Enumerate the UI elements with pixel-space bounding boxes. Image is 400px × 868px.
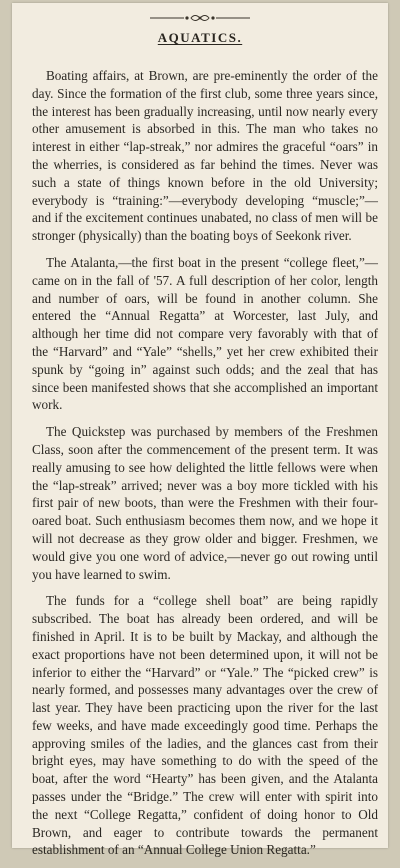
decorative-rule-ornament [12,10,388,26]
paragraph-quickstep: The Quickstep was purchased by members of the Freshmen Class, soon after the commencement of the present term. It was really amusing to see how delighted the little fellows were when the “lap-streak” arrived; never was a boy more tickled with his first pair of new boots, than were the Freshmen with their four-oared boat. Such enthusiasm becomes them now, and we hope it will not decrease as they grow older and bigger. Freshmen, we would give you one word of advice,—never go out rowing until you have learned to swim. [32,424,378,582]
paragraph-shell-boat-funds: The funds for a “college shell boat” are being rapidly subscribed. The boat has already been ordered, and will be finished in April. It is to be built by Mackay, and although the exact proportions have not been determined upon, it will not be inferior to either the “Harvard” or “Yale.” The “picked crew” is nearly formed, and possesses many advantages over the crew of last year. They have been practicing upon the river for the last few weeks, and have made exceedingly good time. Perhaps the approving smiles of the ladies, and the glances cast from their bright eyes, may have something to do with the speed of the boat, after the word “Hearty” has been given, and the Atalanta passes under the “Bridge.” The crew will enter with spirit into the next “College Regatta,” confident of doing honor to Old Brown, and eager to contribute towards the permanent establishment of an “Annual College Union Regatta.” [32,593,378,858]
newspaper-clipping [12,3,388,858]
article-body [32,67,378,868]
paragraph-boating-affairs: Boating affairs, at Brown, are pre-eminently the order of the day. Since the formation of the first club, some three years since, the interest has been gradually increasing, until now nearly every other amusement is absorbed in this. The man who takes no interest in either “lap-streak,” nor admires the graceful “oars” in the wherries, is considered as far behind the times. Never was such a state of things known before in the old University; everybody is “training:”—everybody developing “muscle;”—and if the excitement continues unabated, no class of men will be stronger (physically) than the boating boys of Seekonk river. [32,68,378,244]
ornament-icon [150,12,250,24]
article-title: AQUATICS. [157,30,243,45]
paragraph-atalanta: The Atalanta,—the first boat in the present “college fleet,”—came on in the fall of '57. A full description of her color, length and number of oars, will be found in another column. She entered the “Annual Regatta” at Worcester, last July, and although her time did not compare very favorably with that of the “Harvard” and “Yale” “shells,” yet her crew exhibited their spunk by “going in” against such odds; and the zeal that has since been manifested shows that she accomplished an important work. [32,254,378,413]
